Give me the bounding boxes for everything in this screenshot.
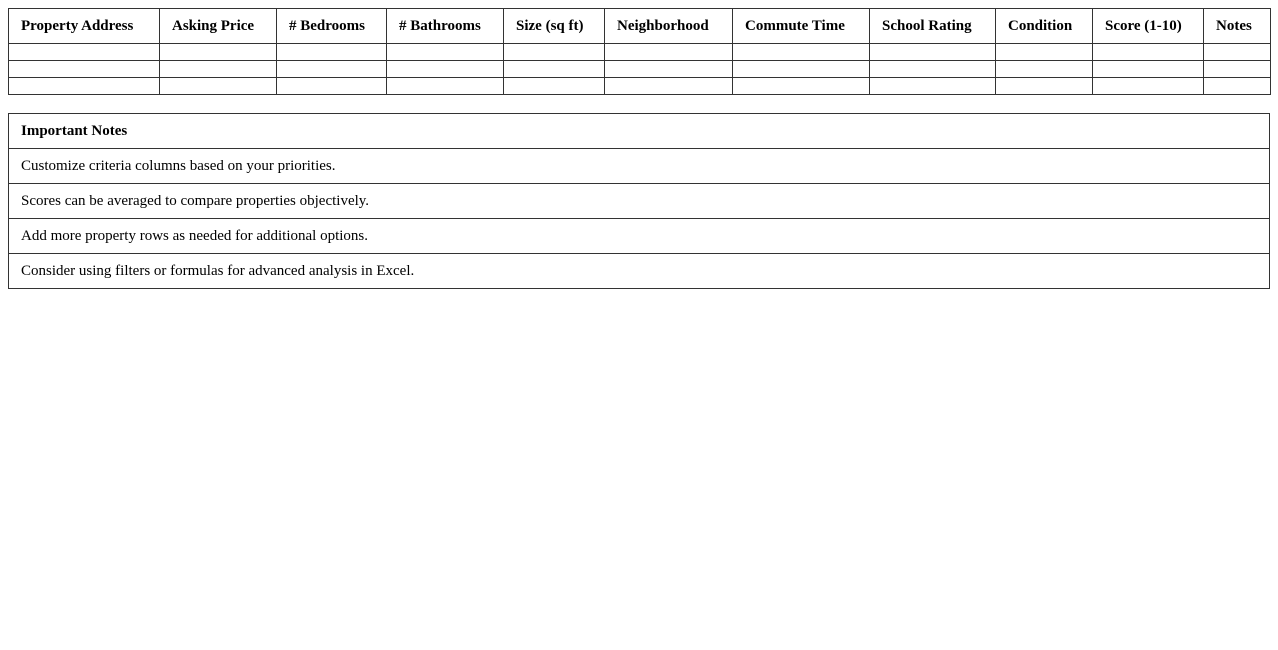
table-cell[interactable] xyxy=(1093,61,1204,78)
note-item: Scores can be averaged to compare properties objectively. xyxy=(9,184,1270,219)
table-cell[interactable] xyxy=(504,44,605,61)
table-cell[interactable] xyxy=(9,44,160,61)
table-cell[interactable] xyxy=(387,78,504,95)
column-header: Condition xyxy=(996,9,1093,44)
table-row xyxy=(9,44,1271,61)
table-cell[interactable] xyxy=(996,44,1093,61)
column-header: Size (sq ft) xyxy=(504,9,605,44)
table-cell[interactable] xyxy=(605,61,733,78)
table-cell[interactable] xyxy=(996,61,1093,78)
table-cell[interactable] xyxy=(1204,61,1271,78)
table-cell[interactable] xyxy=(870,44,996,61)
table-cell[interactable] xyxy=(1204,44,1271,61)
column-header: Property Address xyxy=(9,9,160,44)
table-cell[interactable] xyxy=(387,44,504,61)
table-cell[interactable] xyxy=(605,78,733,95)
property-comparison-table xyxy=(8,8,1271,95)
table-cell[interactable] xyxy=(160,44,277,61)
table-cell[interactable] xyxy=(733,61,870,78)
table-cell[interactable] xyxy=(504,78,605,95)
column-header: Notes xyxy=(1204,9,1271,44)
table-cell[interactable] xyxy=(870,61,996,78)
column-header: # Bedrooms xyxy=(277,9,387,44)
note-item: Add more property rows as needed for additional options. xyxy=(9,219,1270,254)
notes-title: Important Notes xyxy=(9,114,1270,149)
column-header: # Bathrooms xyxy=(387,9,504,44)
table-cell[interactable] xyxy=(1093,44,1204,61)
table-cell[interactable] xyxy=(1093,78,1204,95)
table-row xyxy=(9,61,1271,78)
table-cell[interactable] xyxy=(277,78,387,95)
column-header: Asking Price xyxy=(160,9,277,44)
table-cell[interactable] xyxy=(9,78,160,95)
table-cell[interactable] xyxy=(160,78,277,95)
table-cell[interactable] xyxy=(733,78,870,95)
column-header: Score (1-10) xyxy=(1093,9,1204,44)
table-cell[interactable] xyxy=(605,44,733,61)
column-header: Neighborhood xyxy=(605,9,733,44)
table-cell[interactable] xyxy=(160,61,277,78)
important-notes-table xyxy=(8,113,1270,289)
header-row xyxy=(9,9,1271,44)
column-header: Commute Time xyxy=(733,9,870,44)
note-item: Consider using filters or formulas for advanced analysis in Excel. xyxy=(9,254,1270,289)
table-row xyxy=(9,78,1271,95)
column-header: School Rating xyxy=(870,9,996,44)
table-cell[interactable] xyxy=(277,61,387,78)
table-cell[interactable] xyxy=(277,44,387,61)
note-item: Customize criteria columns based on your priorities. xyxy=(9,149,1270,184)
table-cell[interactable] xyxy=(870,78,996,95)
table-cell[interactable] xyxy=(996,78,1093,95)
table-cell[interactable] xyxy=(733,44,870,61)
table-cell[interactable] xyxy=(504,61,605,78)
table-cell[interactable] xyxy=(387,61,504,78)
table-cell[interactable] xyxy=(1204,78,1271,95)
table-cell[interactable] xyxy=(9,61,160,78)
